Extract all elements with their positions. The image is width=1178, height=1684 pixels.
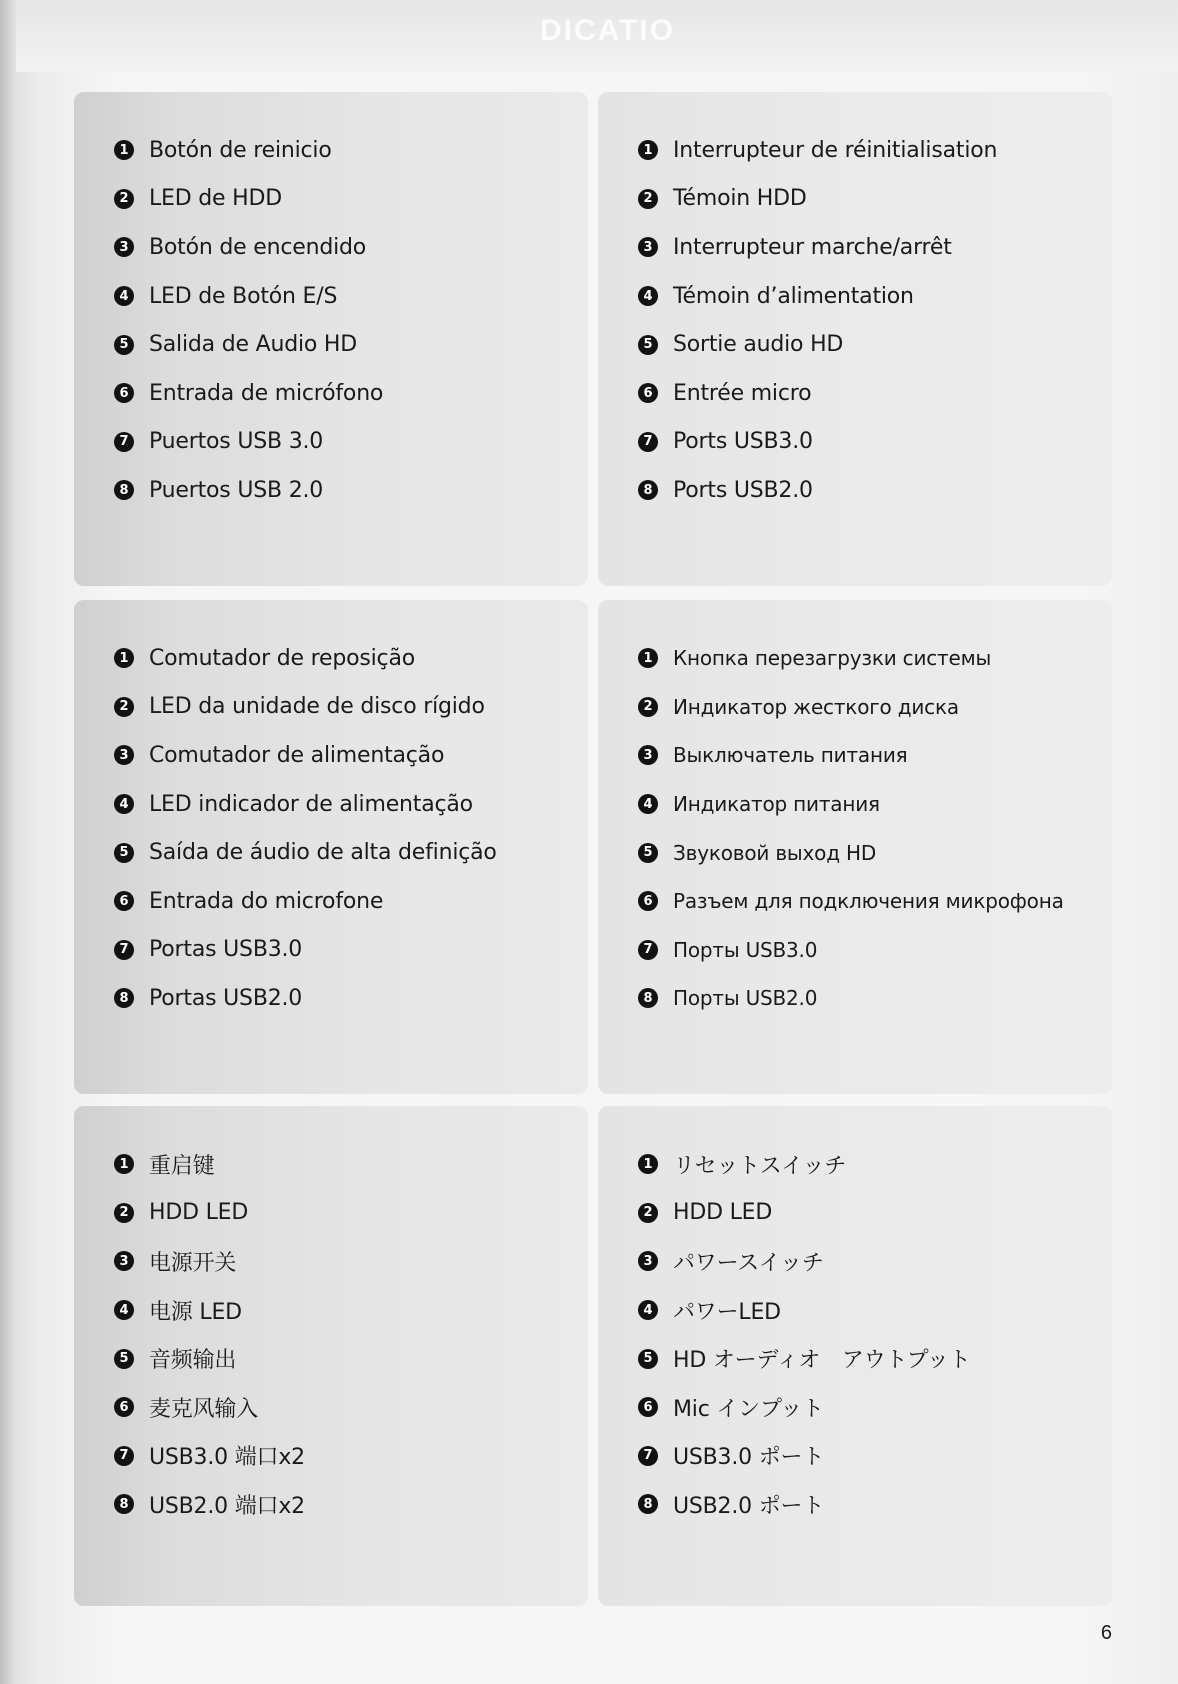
number-badge: 1: [114, 140, 134, 160]
list-item: [598, 683, 1112, 732]
number-badge: 7: [114, 432, 134, 452]
number-badge: 3: [114, 745, 134, 765]
panel-spanish: [74, 92, 588, 586]
number-badge: 8: [638, 480, 658, 500]
list-item: [598, 126, 1112, 175]
number-badge: 4: [114, 794, 134, 814]
list-item: [598, 828, 1112, 877]
number-badge: 4: [638, 794, 658, 814]
number-badge: 3: [638, 1251, 658, 1271]
list-item: [74, 1383, 588, 1432]
item-label: HDD LED: [149, 1200, 249, 1226]
number-badge: 2: [114, 189, 134, 209]
item-label: パワーLED: [673, 1299, 781, 1325]
list-item: [74, 1189, 588, 1238]
panel-russian: [598, 600, 1112, 1094]
number-badge: 5: [638, 1349, 658, 1369]
number-badge: 6: [114, 383, 134, 403]
list-item: [598, 1432, 1112, 1481]
list-item: [598, 1334, 1112, 1383]
list-item: [598, 466, 1112, 515]
list-item: [598, 780, 1112, 829]
item-label: HDD LED: [673, 1200, 773, 1226]
number-badge: 2: [638, 697, 658, 717]
number-badge: 3: [638, 745, 658, 765]
list-item: [74, 272, 588, 321]
list-item: [598, 1140, 1112, 1189]
item-label: LED indicador de alimentação: [149, 791, 473, 817]
page-left-edge: [0, 0, 16, 1684]
item-label: Interrupteur de réinitialisation: [673, 137, 998, 163]
item-label: パワースイッチ: [673, 1250, 824, 1276]
item-label: 重启键: [149, 1153, 215, 1179]
list-item: [74, 223, 588, 272]
list-item: [74, 320, 588, 369]
list-item: [74, 1286, 588, 1335]
number-badge: 8: [114, 1494, 134, 1514]
item-label: LED de HDD: [149, 186, 283, 212]
list-item: [598, 974, 1112, 1023]
item-label: Botón de encendido: [149, 234, 367, 260]
item-label: リセットスイッチ: [673, 1153, 847, 1179]
item-label: Entrada do microfone: [149, 888, 384, 914]
item-label: Comutador de alimentação: [149, 742, 445, 768]
item-label: Saída de áudio de alta definição: [149, 840, 497, 866]
list-item: [598, 926, 1112, 975]
item-label: USB2.0 端口x2: [149, 1493, 305, 1519]
number-badge: 5: [638, 843, 658, 863]
list-item: [74, 926, 588, 975]
list-item: [74, 634, 588, 683]
item-label: Portas USB3.0: [149, 937, 303, 963]
list-item: [74, 369, 588, 418]
list-item: [598, 320, 1112, 369]
list-item: [74, 126, 588, 175]
list-item: [74, 1432, 588, 1481]
number-badge: 7: [638, 432, 658, 452]
number-badge: 1: [638, 1154, 658, 1174]
number-badge: 1: [114, 648, 134, 668]
number-badge: 7: [114, 1446, 134, 1466]
number-badge: 5: [638, 335, 658, 355]
number-badge: 2: [638, 1203, 658, 1223]
number-badge: 7: [638, 1446, 658, 1466]
panel-chinese: [74, 1106, 588, 1606]
item-label: Puertos USB 2.0: [149, 477, 324, 503]
number-badge: 6: [114, 891, 134, 911]
item-label: Témoin d’alimentation: [673, 283, 914, 309]
item-label: Témoin HDD: [673, 186, 807, 212]
number-badge: 3: [114, 1251, 134, 1271]
list-item: [598, 418, 1112, 467]
panel-japanese: [598, 1106, 1112, 1606]
item-label: Comutador de reposição: [149, 645, 415, 671]
item-label: USB3.0 ポート: [673, 1445, 825, 1471]
item-label: Кнопка перезагрузки системы: [673, 646, 992, 671]
header-ghost-text: DICATIO: [540, 14, 676, 47]
number-badge: 7: [638, 940, 658, 960]
item-label: USB3.0 端口x2: [149, 1445, 305, 1471]
item-label: Разъем для подключения микрофона: [673, 889, 1064, 914]
item-label: Interrupteur marche/arrêt: [673, 234, 952, 260]
item-label: Индикатор жесткого диска: [673, 694, 959, 719]
item-label: Индикатор питания: [673, 792, 880, 817]
number-badge: 2: [114, 1203, 134, 1223]
list-item: [598, 175, 1112, 224]
item-label: LED da unidade de disco rígido: [149, 694, 485, 720]
list-item: [74, 974, 588, 1023]
item-label: Entrada de micrófono: [149, 380, 384, 406]
number-badge: 5: [114, 1349, 134, 1369]
number-badge: 8: [638, 988, 658, 1008]
list-item: [74, 828, 588, 877]
list-item: [74, 175, 588, 224]
number-badge: 4: [114, 286, 134, 306]
number-badge: 4: [638, 286, 658, 306]
list-item: [598, 223, 1112, 272]
item-label: Mic インプット: [673, 1396, 824, 1422]
list-item: [598, 1383, 1112, 1432]
list-item: [74, 466, 588, 515]
number-badge: 6: [638, 1397, 658, 1417]
list-item: [598, 1189, 1112, 1238]
number-badge: 6: [114, 1397, 134, 1417]
list-item: [598, 634, 1112, 683]
item-label: Sortie audio HD: [673, 332, 844, 358]
number-badge: 6: [638, 383, 658, 403]
item-label: Salida de Audio HD: [149, 332, 358, 358]
number-badge: 7: [114, 940, 134, 960]
list-item: [598, 731, 1112, 780]
item-label: 电源 LED: [149, 1299, 242, 1325]
item-label: LED de Botón E/S: [149, 283, 338, 309]
number-badge: 5: [114, 843, 134, 863]
item-label: Botón de reinicio: [149, 137, 332, 163]
number-badge: 2: [114, 697, 134, 717]
number-badge: 3: [638, 237, 658, 257]
list-item: [74, 683, 588, 732]
panel-french: [598, 92, 1112, 586]
number-badge: 4: [114, 1300, 134, 1320]
number-badge: 8: [114, 988, 134, 1008]
item-label: 麦克风输入: [149, 1396, 259, 1422]
item-label: Ports USB2.0: [673, 477, 813, 503]
number-badge: 8: [638, 1494, 658, 1514]
item-label: Порты USB3.0: [673, 937, 818, 962]
item-label: HD オーディオ アウトプット: [673, 1348, 971, 1374]
number-badge: 8: [114, 480, 134, 500]
list-item: [598, 369, 1112, 418]
panel-portuguese: [74, 600, 588, 1094]
number-badge: 6: [638, 891, 658, 911]
item-label: Звуковой выход HD: [673, 840, 877, 865]
list-item: [74, 1140, 588, 1189]
number-badge: 4: [638, 1300, 658, 1320]
item-label: Puertos USB 3.0: [149, 429, 324, 455]
item-label: 电源开关: [149, 1250, 237, 1276]
item-label: Portas USB2.0: [149, 985, 303, 1011]
item-label: 音频输出: [149, 1348, 237, 1374]
item-label: Ports USB3.0: [673, 429, 813, 455]
number-badge: 1: [638, 140, 658, 160]
list-item: [598, 1286, 1112, 1335]
list-item: [74, 731, 588, 780]
number-badge: 3: [114, 237, 134, 257]
item-label: Выключатель питания: [673, 743, 908, 768]
list-item: [74, 1334, 588, 1383]
list-item: [74, 1237, 588, 1286]
list-item: [74, 418, 588, 467]
list-item: [74, 877, 588, 926]
list-item: [74, 780, 588, 829]
list-item: [74, 1480, 588, 1529]
list-item: [598, 877, 1112, 926]
item-label: Entrée micro: [673, 380, 812, 406]
item-label: Порты USB2.0: [673, 986, 818, 1011]
item-label: USB2.0 ポート: [673, 1493, 825, 1519]
list-item: [598, 1480, 1112, 1529]
list-item: [598, 272, 1112, 321]
number-badge: 5: [114, 335, 134, 355]
number-badge: 2: [638, 189, 658, 209]
number-badge: 1: [114, 1154, 134, 1174]
number-badge: 1: [638, 648, 658, 668]
list-item: [598, 1237, 1112, 1286]
page-number: 6: [1100, 1622, 1112, 1644]
